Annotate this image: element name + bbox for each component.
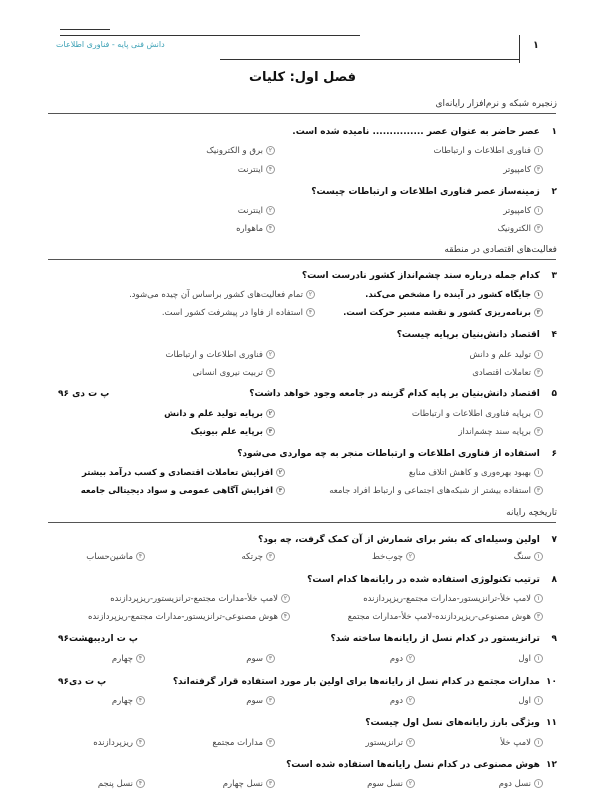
chapter-title: فصل اول: کلیات [248, 70, 357, 85]
option-marker-icon: ۴ [276, 486, 285, 495]
question-number: ۲ [551, 187, 557, 197]
question-text: مدارات مجتمع در کدام نسل از رایانه‌ها برای اولین بار مورد استفاده قرار گرفته‌اند؟ [172, 677, 540, 687]
option[interactable]: ۱لامپ خلأ [500, 738, 543, 748]
option-marker-icon: ۳ [266, 552, 275, 561]
option-marker-icon: ۳ [266, 738, 275, 747]
question-9 [330, 634, 557, 644]
option-marker-icon: ۲ [406, 654, 415, 663]
option-marker-icon: ۲ [266, 206, 275, 215]
question-2 [311, 187, 557, 197]
option[interactable]: ۲برق و الکترونیک [206, 146, 275, 156]
option[interactable]: ۲ترانزیستور [366, 738, 415, 748]
option-marker-icon: ۱ [534, 146, 543, 155]
option-marker-icon: ۱ [534, 654, 543, 663]
option[interactable]: ۲تمام فعالیت‌های کشور براساس آن چیده می‌شود. [129, 290, 315, 300]
question-1 [292, 127, 557, 137]
option[interactable]: ۳الکترونیک [497, 224, 543, 234]
question-6 [237, 449, 557, 459]
option[interactable]: ۳سوم [246, 654, 275, 664]
question-number: ۱ [551, 127, 557, 137]
option[interactable]: ۴برپایه علم بیونیک [191, 427, 275, 437]
option-marker-icon: ۴ [281, 612, 290, 621]
option[interactable]: ۱اول [518, 654, 543, 664]
question-8 [307, 575, 557, 585]
option[interactable]: ۴استفاده از فاوا در پیشرفت کشور است. [162, 308, 315, 318]
question-text: اولین وسیله‌ای که بشر برای شمارش از آن کمک گرفت، چه بود؟ [257, 535, 540, 545]
question-text: عصر حاضر به عنوان عصر ............... نامیده شده است. [292, 127, 540, 137]
option-marker-icon: ۳ [534, 427, 543, 436]
question-number: ۴ [551, 330, 557, 340]
question-text: زمینه‌ساز عصر فناوری اطلاعات و ارتباطات چیست؟ [311, 187, 540, 197]
option[interactable]: ۲نسل سوم [367, 779, 415, 789]
header-divider [519, 35, 520, 63]
question-number: ۹ [551, 634, 557, 644]
option-marker-icon: ۲ [266, 350, 275, 359]
option-marker-icon: ۱ [534, 206, 543, 215]
question-10 [173, 677, 557, 687]
option-marker-icon: ۳ [534, 308, 543, 317]
option-marker-icon: ۳ [266, 696, 275, 705]
option[interactable]: ۳برنامه‌ریزی کشور و نقشه مسیر حرکت است. [343, 308, 543, 318]
option-marker-icon: ۴ [136, 738, 145, 747]
page-number: ۱ [532, 40, 539, 51]
option[interactable]: ۱برپایه فناوری اطلاعات و ارتباطات [412, 409, 543, 419]
question-text: ویژگی بارز رایانه‌های نسل اول چیست؟ [365, 718, 540, 728]
option-marker-icon: ۴ [136, 654, 145, 663]
question-text: ترانزیستور در کدام نسل از رایانه‌ها ساخته شد؟ [330, 634, 540, 644]
option-marker-icon: ۱ [534, 779, 543, 788]
option-marker-icon: ۴ [266, 427, 275, 436]
option-marker-icon: ۱ [534, 552, 543, 561]
option[interactable]: ۴ماهواره [236, 224, 275, 234]
option[interactable]: ۳کامپیوتر [503, 165, 543, 175]
option-marker-icon: ۳ [534, 224, 543, 233]
question-11 [365, 718, 557, 728]
option-marker-icon: ۴ [266, 368, 275, 377]
option-marker-icon: ۲ [406, 696, 415, 705]
question-text: کدام جمله درباره سند چشم‌انداز کشور نادرست است؟ [301, 271, 540, 281]
option-marker-icon: ۲ [406, 552, 415, 561]
question-number: ۷ [551, 535, 557, 545]
question-text: اقتصاد دانش‌بنیان بر پایه کدام گزینه در جامعه وجود خواهد داشت؟ [249, 389, 540, 399]
option-marker-icon: ۱ [534, 409, 543, 418]
option-marker-icon: ۲ [406, 738, 415, 747]
option[interactable]: ۱اول [518, 696, 543, 706]
option-marker-icon: ۴ [136, 696, 145, 705]
question-number: ۶ [551, 449, 557, 459]
option[interactable]: ۳تعاملات اقتصادی [472, 368, 543, 378]
option[interactable]: ۴چهارم [112, 696, 145, 706]
question-number: ۸ [551, 575, 557, 585]
option-marker-icon: ۴ [266, 165, 275, 174]
option[interactable]: ۳برپایه سند چشم‌انداز [458, 427, 543, 437]
option-marker-icon: ۲ [281, 594, 290, 603]
question-number: ۳ [551, 271, 557, 281]
publisher-name: دانش فنی پایه - فناوری اطلاعات [56, 40, 165, 49]
option[interactable]: ۴ریزپردازنده [93, 738, 145, 748]
option-marker-icon: ۱ [534, 594, 543, 603]
option[interactable]: ۱تولید علم و دانش [470, 350, 543, 360]
option-marker-icon: ۴ [136, 779, 145, 788]
option[interactable]: ۲لامپ خلأ-مدارات مجتمع-ترانزیستور-ریزپردازنده [110, 594, 290, 604]
option[interactable]: ۴افزایش آگاهی عمومی و سواد دیجیتالی جامعه [81, 486, 285, 496]
option[interactable]: ۴هوش مصنوعی-ترانزیستور-مدارات مجتمع-ریزپردازنده [88, 612, 290, 622]
question-text: اقتصاد دانش‌بنیان برپایه چیست؟ [396, 330, 540, 340]
section-title: تاریخچه رایانه [506, 508, 557, 518]
option[interactable]: ۳سوم [246, 696, 275, 706]
question-7 [258, 535, 557, 545]
option[interactable]: ۳چرتکه [241, 552, 275, 562]
option[interactable]: ۴چهارم [112, 654, 145, 664]
option-marker-icon: ۱ [534, 738, 543, 747]
option[interactable]: ۲دوم [390, 654, 415, 664]
option[interactable]: ۴تربیت نیروی انسانی [193, 368, 275, 378]
question-text: هوش مصنوعی در کدام نسل رایانه‌ها استفاده شده است؟ [286, 760, 540, 770]
option[interactable]: ۱جایگاه کشور در آینده را مشخص می‌کند. [365, 290, 543, 300]
section-title: فعالیت‌های اقتصادی در منطقه [444, 245, 557, 255]
option-marker-icon: ۲ [266, 409, 275, 418]
option-marker-icon: ۳ [266, 654, 275, 663]
option-marker-icon: ۱ [534, 350, 543, 359]
question-number: ۱۰ [546, 677, 557, 687]
option[interactable]: ۲اینترنت [238, 206, 275, 216]
section-rule [48, 113, 556, 114]
question-12 [286, 760, 557, 770]
option-marker-icon: ۱ [534, 468, 543, 477]
option[interactable]: ۳مدارات مجتمع [212, 738, 275, 748]
option-marker-icon: ۳ [534, 612, 543, 621]
section-rule [48, 522, 556, 523]
question-text: استفاده از فناوری اطلاعات و ارتباطات منجر به چه مواردی می‌شود؟ [237, 449, 540, 459]
option[interactable]: ۳هوش مصنوعی-ریزپردازنده-لامپ خلأ-مدارات مجتمع [348, 612, 543, 622]
option-marker-icon: ۴ [136, 552, 145, 561]
option[interactable]: ۲فناوری اطلاعات و ارتباطات [166, 350, 276, 360]
section-rule [48, 259, 556, 260]
exam-tag: پ ت دی۹۶ [58, 677, 107, 687]
option-marker-icon: ۲ [406, 779, 415, 788]
option[interactable]: ۴نسل پنجم [98, 779, 145, 789]
option-marker-icon: ۲ [276, 468, 285, 477]
option-marker-icon: ۲ [266, 146, 275, 155]
option-marker-icon: ۳ [534, 165, 543, 174]
option-marker-icon: ۳ [266, 779, 275, 788]
question-text: ترتیب تکنولوژی استفاده شده در رایانه‌ها کدام است؟ [307, 575, 540, 585]
option-marker-icon: ۴ [306, 308, 315, 317]
option[interactable]: ۱لامپ خلأ-ترانزیستور-مدارات مجتمع-ریزپردازنده [363, 594, 543, 604]
question-number: ۵ [551, 389, 557, 399]
option[interactable]: ۱فناوری اطلاعات و ارتباطات [434, 146, 544, 156]
exam-tag: پ ت اردیبهشت۹۶ [58, 634, 138, 644]
header-rule [220, 59, 520, 60]
option-marker-icon: ۴ [266, 224, 275, 233]
option[interactable]: ۴اینترنت [238, 165, 275, 175]
question-number: ۱۱ [546, 718, 557, 728]
option-marker-icon: ۱ [534, 696, 543, 705]
option[interactable]: ۲برپایه تولید علم و دانش [164, 409, 275, 419]
option[interactable]: ۳نسل چهارم [223, 779, 275, 789]
question-number: ۱۲ [546, 760, 557, 770]
option[interactable]: ۲افزایش تعاملات اقتصادی و کسب درآمد بیشتر [82, 468, 285, 478]
option[interactable]: ۱سنگ [514, 552, 543, 562]
option-marker-icon: ۳ [534, 486, 543, 495]
option-marker-icon: ۳ [534, 368, 543, 377]
option[interactable]: ۲دوم [390, 696, 415, 706]
option[interactable]: ۴ماشین‌حساب [86, 552, 145, 562]
section-title: زنجیره شبکه و نرم‌افزار رایانه‌ای [435, 99, 557, 109]
exam-tag: پ ت دی ۹۶ [58, 389, 110, 399]
question-5 [249, 389, 557, 399]
header-rule [60, 35, 360, 36]
option[interactable]: ۱نسل دوم [499, 779, 543, 789]
option[interactable]: ۳استفاده بیشتر از شبکه‌های اجتماعی و ارتباط افراد جامعه [329, 486, 543, 496]
option[interactable]: ۱کامپیوتر [503, 206, 543, 216]
question-4 [397, 330, 557, 340]
question-3 [302, 271, 557, 281]
option-marker-icon: ۱ [534, 290, 543, 299]
option[interactable]: ۲چوب‌خط [372, 552, 415, 562]
option[interactable]: ۱بهبود بهره‌وری و کاهش اتلاف منابع [409, 468, 543, 478]
option-marker-icon: ۲ [306, 290, 315, 299]
header-rule [60, 29, 110, 30]
